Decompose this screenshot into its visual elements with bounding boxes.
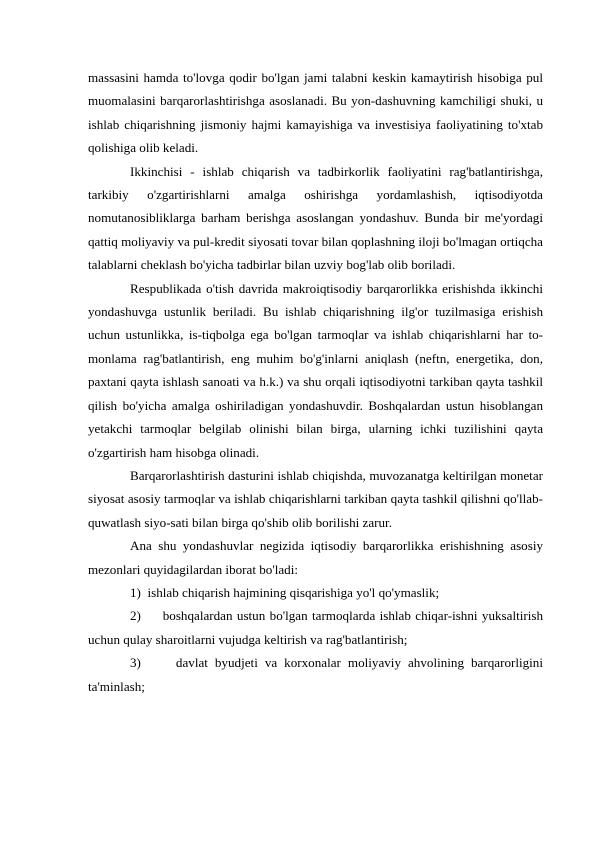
list-item-3: [88, 651, 543, 698]
list-text: ishlab chiqarish hajmining qisqarishiga yo'l qo'ymaslik;: [147, 584, 440, 600]
document-page: [88, 66, 543, 698]
list-item-1: [88, 581, 543, 604]
paragraph-3: Respublikada o'tish davrida makroiqtisodiy barqarorlikka erishishda ikkinchi yondashuvga ustunlik beriladi. Bu ishlab chiqarishning ilg'or tuzilmasiga erishish uchun ustunlikka, is-tiqbolga ega bo'lgan tarmoqlar va ishlab chiqarishlarni har to-monlama rag'batlantirish, eng muhim bo'g'inlarni aniqlash (neftn, energetika, don, paxtani qayta ishlash sanoati va h.k.) va shu orqali iqtisodiyotni tarkiban qayta tashkil qilish bo'yicha amalga oshiriladigan yondashuvdir. Boshqalardan ustun hisoblangan yetakchi tarmoqlar belgilab olinishi bilan birga, ularning ichki tuzilishini qayta o'zgartirish ham hisobga olinadi.: [88, 280, 543, 460]
list-number: 1): [130, 584, 141, 600]
list-text: davlat byudjeti va korxonalar moliyaviy ahvolining barqarorligini ta'minlash;: [88, 655, 543, 694]
paragraph-1: massasini hamda to'lovga qodir bo'lgan jami talabni keskin kamaytirish hisobiga pul muomalasini barqarorlashtirishga asoslanadi. Bu yon-dashuvning kamchiligi shuki, u ishlab chiqarishning jismoniy hajmi kamayishiga va investisiya faoliyatining to'xtab qolishiga olib keladi.: [88, 70, 543, 156]
paragraph-5: Ana shu yondashuvlar negizida iqtisodiy barqarorlikka erishishning asosiy mezonlari quyidagilardan iborat bo'ladi:: [88, 538, 543, 577]
paragraph-2: Ikkinchisi - ishlab chiqarish va tadbirkorlik faoliyatini rag'batlantirishga, tarkibiy o'zgartirishlarni amalga oshirishga yordamlashish, iqtisodiyotda nomutanosibliklarga barham berishga asoslangan yondashuv. Bunda bir me'yordagi qattiq moliyaviy va pul-kredit siyosati tovar bilan qoplashning iloji bo'lmagan ortiqcha talablarni cheklash bo'yicha tadbirlar bilan uzviy bog'lab olib boriladi.: [88, 163, 543, 273]
paragraph-4: Barqarorlashtirish dasturini ishlab chiqishda, muvozanatga keltirilgan monetar siyosat asosiy tarmoqlar va ishlab chiqarishlarni tarkiban qayta tashkil qilishni qo'llab-quwatlash siyo-sati bilan birga qo'shib olib borilishi zarur.: [88, 467, 543, 530]
list-number: 3): [130, 655, 141, 671]
list-text: boshqalardan ustun bo'lgan tarmoqlarda ishlab chiqar-ishni yuksaltirish uchun qulay sharoitlarni vujudga keltirish va rag'batlantirish;: [88, 608, 543, 647]
list-item-2: [88, 604, 543, 651]
list-number: 2): [130, 608, 141, 624]
